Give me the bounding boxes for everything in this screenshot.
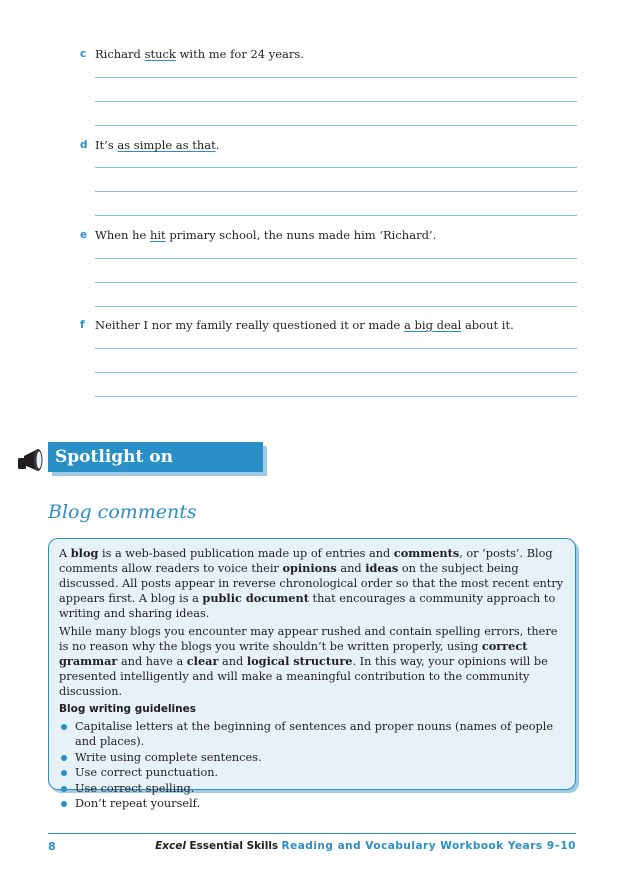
blog-info-box [48,538,576,810]
answer-line[interactable] [95,306,577,307]
question-prompt [80,45,578,63]
info-paragraph: While many blogs you encounter may appear rushed and contain spelling errors, there is no reason why the blogs you write shouldn’t be written properly, using correct grammar and have a clear and logical structure. In this way, your opinions will be presented intelligently and will make a meaningful contribution to the community discussion. [59,625,558,698]
underlined-phrase: hit [149,228,166,242]
question-text: When he hit primary school, the nuns made him ‘Richard’. [95,228,437,242]
list-item: Capitalise letters at the beginning of sentences and proper nouns (names of people and places). [59,719,565,749]
answer-line[interactable] [95,396,577,397]
answer-line[interactable] [95,77,577,78]
series-name: Essential Skills [189,840,279,852]
list-item: Write using complete sentences. [59,750,565,765]
underlined-phrase: stuck [144,47,176,61]
spotlight-banner: Spotlight on language [48,442,263,472]
answer-line[interactable] [95,101,577,102]
question-c [80,45,578,63]
section-title: Blog comments [48,501,197,523]
question-text: It’s as simple as that. [95,138,220,152]
info-paragraph: A blog is a web-based publication made up of entries and comments, or ‘posts’. Blog comments allow readers to voice their opinions and ideas on the subject being discussed. All posts appear in reverse chronological order so that the most recent entry appears first. A blog is a public document that encourages a community approach to writing and sharing ideas. [59,546,564,620]
question-letter: c [80,48,87,60]
guidelines-list [59,719,565,811]
answer-line[interactable] [95,125,577,126]
footer-divider [48,833,576,834]
question-prompt [80,226,578,244]
guidelines-heading: Blog writing guidelines [59,703,197,715]
question-f [80,316,578,334]
footer-title [155,840,576,852]
list-item: Use correct punctuation. [59,765,565,780]
answer-line[interactable] [95,348,577,349]
question-prompt [80,136,578,154]
brand-name: Excel [155,840,186,852]
question-prompt [80,316,578,334]
list-item: Don’t repeat yourself. [59,796,565,811]
answer-line[interactable] [95,372,577,373]
spotlight-lamp-icon [16,444,48,474]
question-letter: f [80,319,85,331]
answer-line[interactable] [95,191,577,192]
question-letter: e [80,229,88,241]
question-text: Neither I nor my family really questioned it or made a big deal about it. [95,318,514,332]
underlined-phrase: as simple as that [117,138,216,152]
book-title: Reading and Vocabulary Workbook Years 9–10 [281,840,576,852]
list-item: Use correct spelling. [59,781,565,796]
underlined-phrase: a big deal [404,318,462,332]
answer-line[interactable] [95,167,577,168]
question-e [80,226,578,244]
answer-line[interactable] [95,282,577,283]
answer-line[interactable] [95,258,577,259]
question-text: Richard stuck with me for 24 years. [95,47,304,61]
question-d [80,136,578,154]
page-number: 8 [48,840,56,853]
question-letter: d [80,139,88,151]
answer-line[interactable] [95,215,577,216]
